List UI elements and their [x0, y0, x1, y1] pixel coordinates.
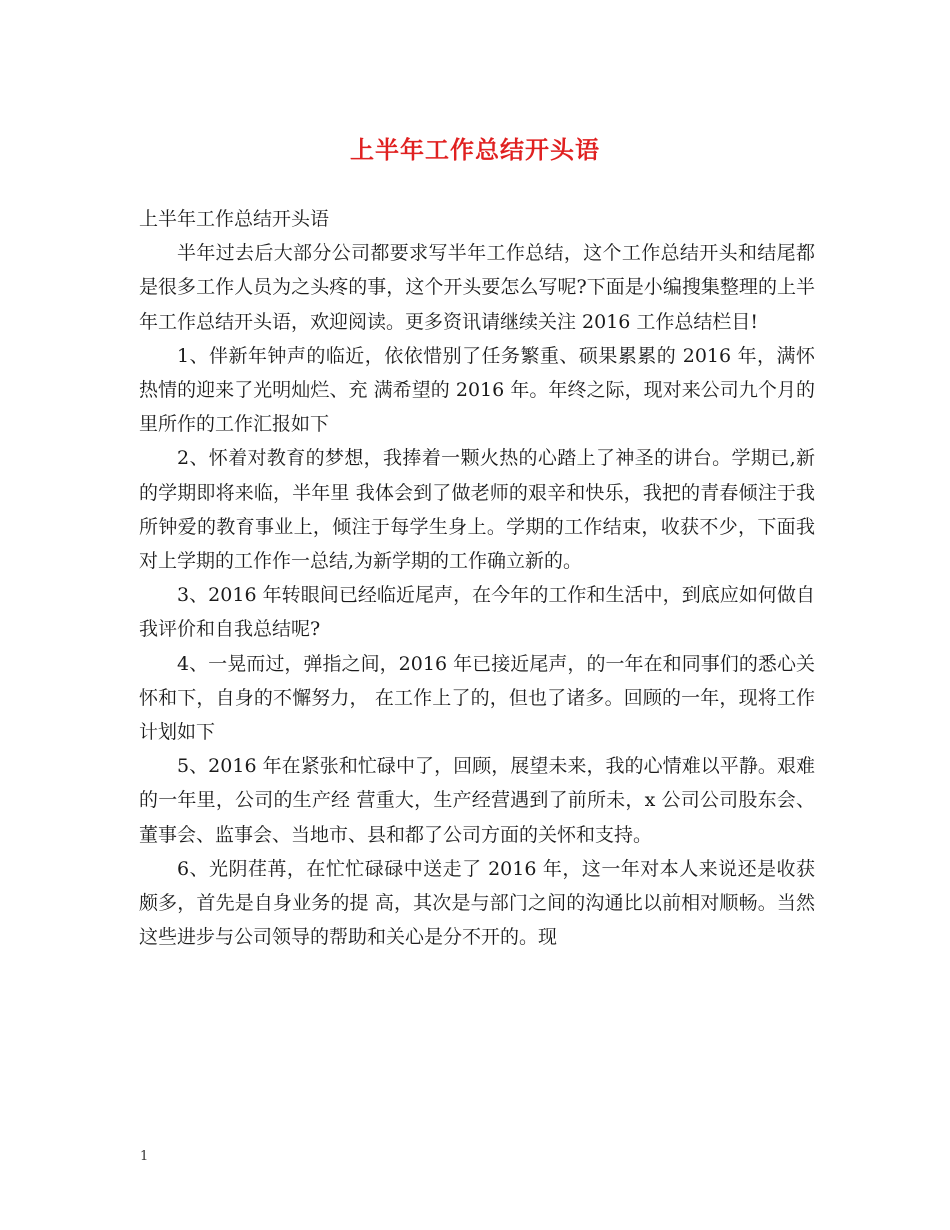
paragraph-1: 1、伴新年钟声的临近，依依惜别了任务繁重、硕果累累的 2016 年，满怀热情的迎来了光明灿烂、充 满希望的 2016 年。年终之际，现对来公司九个月的里所作的工作汇报如下	[139, 344, 815, 436]
document-subtitle: 上半年工作总结开头语	[139, 208, 330, 230]
paragraph-6: 6、光阴荏苒，在忙忙碌碌中送走了 2016 年，这一年对本人来说还是收获颇多，首先是自身业务的提 高，其次是与部门之间的沟通比以前相对顺畅。当然这些进步与公司领导的帮助和关心是分不开的。现	[139, 857, 815, 949]
document-title: 上半年工作总结开头语	[350, 135, 600, 164]
paragraph-2: 2、怀着对教育的梦想，我捧着一颗火热的心踏上了神圣的讲台。学期已,新的学期即将来临，半年里 我体会到了做老师的艰辛和快乐，我把的青春倾注于我所钟爱的教育事业上，倾注于每学生身上。学期的工作结束，收获不少，下面我对上学期的工作作一总结,为新学期的工作确立新的。	[139, 447, 815, 573]
page-number: 1	[140, 1149, 149, 1164]
document-body	[139, 202, 815, 954]
paragraph-4: 4、一晃而过，弹指之间，2016 年已接近尾声，的一年在和同事们的悉心关怀和下，自身的不懈努力， 在工作上了的，但也了诸多。回顾的一年，现将工作计划如下	[139, 652, 815, 744]
paragraph-3: 3、2016 年转眼间已经临近尾声，在今年的工作和生活中，到底应如何做自我评价和自我总结呢?	[139, 584, 815, 641]
paragraph-intro: 半年过去后大部分公司都要求写半年工作总结，这个工作总结开头和结尾都是很多工作人员为之头疼的事，这个开头要怎么写呢?下面是小编搜集整理的上半年工作总结开头语，欢迎阅读。更多资讯请继续关注 2016 工作总结栏目!	[139, 242, 815, 333]
paragraph-5: 5、2016 年在紧张和忙碌中了，回顾，展望未来，我的心情难以平静。艰难的一年里，公司的生产经 营重大，生产经营遇到了前所未，x 公司公司股东会、董事会、监事会、当地市、县和都了公司方面的关怀和支持。	[139, 755, 815, 846]
